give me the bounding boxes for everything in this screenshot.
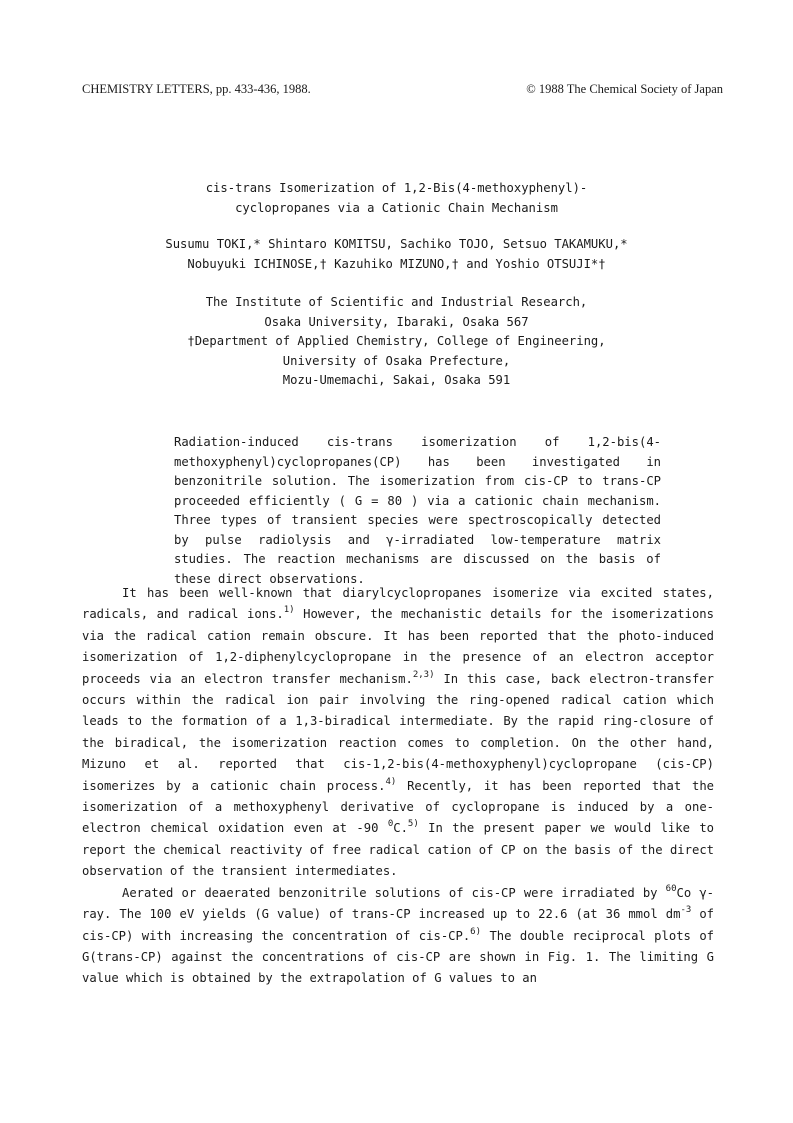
journal-citation: CHEMISTRY LETTERS, pp. 433-436, 1988. bbox=[82, 82, 311, 96]
body-text bbox=[82, 583, 714, 990]
text-span: Co γ-ray. The 100 eV yields (G value) of trans-CP increased up to 22.6 (at 36 mmol dm bbox=[82, 885, 715, 922]
text-span: Aerated or deaerated benzonitrile solutions of cis-CP were irradiated by bbox=[122, 885, 666, 900]
affiliation-line: University of Osaka Prefecture, bbox=[282, 353, 511, 368]
text-span: It has been well-known that diarylcyclopropanes isomerize via excited states, radicals, and radical ions. bbox=[82, 586, 714, 622]
title-line: cis-trans Isomerization of 1,2-Bis(4-methoxyphenyl)- bbox=[205, 181, 588, 195]
citation-ref: 2,3) bbox=[412, 669, 435, 680]
citation-ref: 4) bbox=[385, 776, 397, 787]
text-span: Recently, it has been reported that the isomerization of a methoxyphenyl derivative of cyclopropane is induced by a one-electron chemical oxidation even at -90 bbox=[82, 778, 714, 836]
affiliation-line: †Department of Applied Chemistry, College of Engineering, bbox=[187, 334, 606, 348]
affiliation-line: Mozu-Umemachi, Sakai, Osaka 591 bbox=[282, 373, 511, 387]
abstract bbox=[140, 433, 661, 589]
text-span: The double reciprocal plots of G(trans-CP) against the concentrations of cis-CP are shown in Fig. 1. The limiting G value which is obtained by the extrapolation of G values to an bbox=[82, 928, 714, 986]
text-span: In this case, back electron-transfer occurs within the radical ion pair involving the ring-opened radical cation which leads to the formation of a 1,3-biradical intermediate. By the rapid ring-closure of the biradical, the isomerization reaction comes to completion. On the other hand, Mizuno et al. reported that cis-1,2-bis(4-methoxyphenyl)cyclopropane (cis-CP) isomerizes by a cationic chain process. bbox=[82, 671, 714, 793]
copyright-notice: © 1988 The Chemical Society of Japan bbox=[526, 82, 723, 96]
affiliation-line: Osaka University, Ibaraki, Osaka 567 bbox=[264, 314, 529, 329]
abstract-text: Radiation-induced cis-trans isomerization of 1,2-bis(4-methoxyphenyl)cyclopropanes(CP) has been investigated in benzonitrile solution. The isomerization from cis-CP to trans-CP proceeded efficiently ( G = 80 ) via a cationic chain mechanism. Three types of transient species were spectroscopically detected by pulse radiolysis and γ-irradiated low-temperature matrix studies. The reaction mechanisms are discussed on the basis of these direct observations. bbox=[174, 435, 661, 586]
text-span: However, the mechanistic details for the isomerizations via the radical cation remain obscure. It has been reported that the photo-induced isomerization of 1,2-diphenylcyclopropane in the presence of an electron acceptor proceeds via an electron transfer mechanism. bbox=[82, 607, 714, 686]
paragraph bbox=[82, 883, 714, 990]
citation-ref: 5) bbox=[407, 819, 419, 830]
degree-mark: 0 bbox=[387, 819, 394, 830]
title-line: cyclopropanes via a Cationic Chain Mechanism bbox=[235, 201, 558, 215]
paragraph bbox=[82, 583, 714, 883]
citation-ref: 6) bbox=[470, 926, 482, 937]
isotope-mass: 60 bbox=[665, 883, 677, 894]
author-line: Nobuyuki ICHINOSE,† Kazuhiko MIZUNO,† and Yoshio OTSUJI*† bbox=[187, 257, 606, 271]
paper-title bbox=[0, 178, 793, 218]
text-span: of cis-CP) with increasing the concentration of cis-CP. bbox=[82, 907, 715, 943]
text-span: C. bbox=[393, 821, 408, 836]
author-line: Susumu TOKI,* Shintaro KOMITSU, Sachiko TOJO, Setsuo TAKAMUKU,* bbox=[165, 237, 628, 251]
affiliations bbox=[0, 293, 793, 391]
text-span: In the present paper we would like to report the chemical reactivity of free radical cation of CP on the basis of the direct observation of the transient intermediates. bbox=[82, 821, 715, 879]
author-list bbox=[0, 234, 793, 274]
affiliation-line: The Institute of Scientific and Industrial Research, bbox=[205, 295, 588, 309]
exponent: -3 bbox=[680, 905, 692, 916]
citation-ref: 1) bbox=[283, 605, 295, 616]
